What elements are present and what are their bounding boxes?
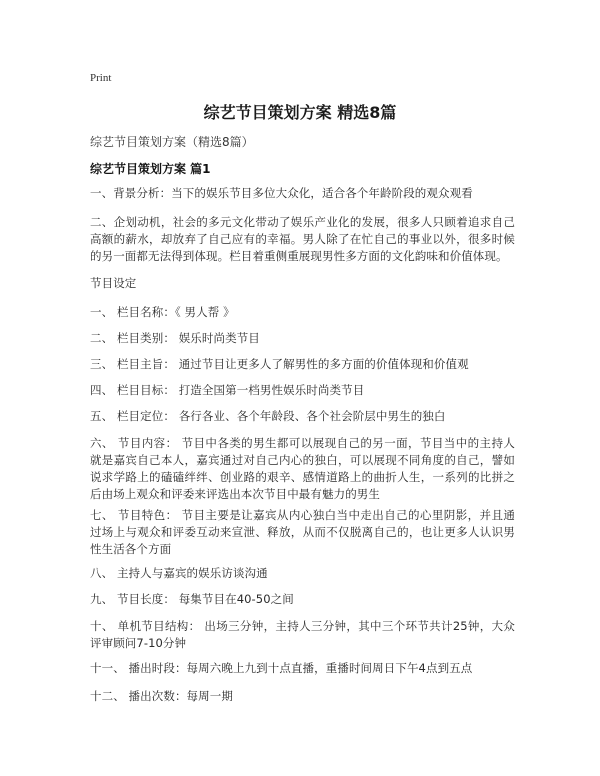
paragraph-background: 一、背景分析：当下的娱乐节目多位大众化，适合各个年龄阶段的观众观看 (90, 186, 473, 200)
paragraph-column-category: 二、 栏目类别： 娱乐时尚类节目 (90, 331, 260, 345)
paragraph-host-interview: 八、 主持人与嘉宾的娱乐访谈沟通 (90, 566, 268, 580)
paragraph-broadcast-frequency: 十二、 播出次数：每周一期 (90, 689, 233, 703)
paragraph-program-length: 九、 节目长度： 每集节目在40-50之间 (90, 592, 294, 606)
print-label[interactable]: Print (90, 72, 112, 84)
paragraph-column-purpose: 三、 栏目主旨： 通过节目让更多人了解男性的多方面的价值体现和价值观 (90, 357, 469, 371)
paragraph-program-setup: 节目设定 (90, 276, 137, 290)
paragraph-program-features: 七、 节目特色： 节目主要是让嘉宾从内心独白当中走出自己的心里阴影，并且通过场上与观众和评委互动来宣泄、释放，从而不仅脱离自己的，也让更多人认识男性生活各个方面 (90, 508, 515, 556)
paragraph-column-positioning: 五、 栏目定位： 各行各业、各个年龄段、各个社会阶层中男生的独白 (90, 409, 446, 423)
paragraph-column-goal: 四、 栏目目标： 打造全国第一档男性娱乐时尚类节目 (90, 383, 365, 397)
section-heading: 综艺节目策划方案 篇1 (90, 162, 211, 176)
page-title: 综艺节目策划方案 精选8篇 (203, 103, 397, 122)
paragraph-program-structure: 十、 单机节目结构： 出场三分钟，主持人三分钟，其中三个环节共计25钟，大众评审顾问7-10分钟 (90, 619, 515, 650)
paragraph-column-name: 一、 栏目名称：《 男人帮 》 (90, 305, 235, 319)
paragraph-program-content: 六、 节目内容： 节目中各类的男生都可以展现自己的另一面，节目当中的主持人就是嘉宾自己本人，嘉宾通过对自己内心的独白，可以展现不同角度的自己，譬如说求学路上的磕磕绊绊、创业路的艰辛、感情道路上的曲折人生，一系列的比拼之后由场上观众和评委来评选出本次节目中最有魅力的男生 (90, 436, 515, 501)
paragraph-broadcast-time: 十一、 播出时段：每周六晚上九到十点直播，重播时间周日下午4点到五点 (90, 661, 473, 675)
document-subtitle: 综艺节目策划方案（精选8篇） (90, 135, 254, 149)
paragraph-motivation: 二、企划动机，社会的多元文化带动了娱乐产业化的发展，很多人只顾着追求自己高额的薪水，却放弃了自己应有的幸福。男人除了在忙自己的事业以外，很多时候的另一面都无法得到体现。栏目着重侧重展现男性多方面的文化韵味和价值体现。 (90, 215, 515, 263)
